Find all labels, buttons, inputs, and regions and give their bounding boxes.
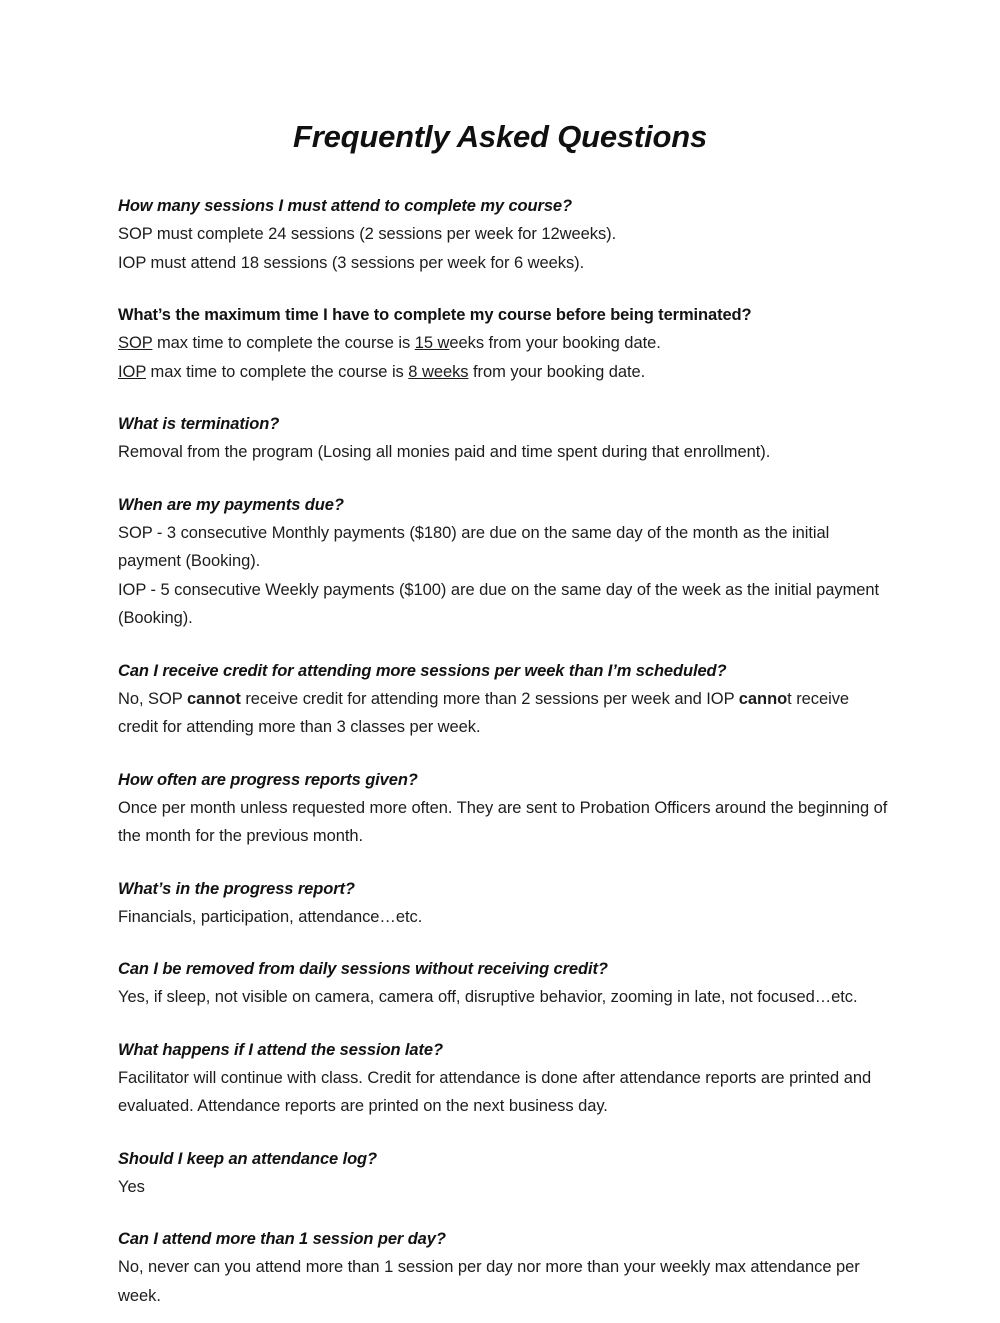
faq-answer-line: No, never can you attend more than 1 session per day nor more than your weekly max attendance per week.	[118, 1258, 860, 1305]
faq-answer-line: IOP max time to complete the course is 8 weeks from your booking date.	[118, 362, 646, 381]
faq-item-progress-report-frequency	[118, 766, 890, 851]
faq-item-removed-without-credit	[118, 955, 890, 1012]
faq-question: Can I be removed from daily sessions without receiving credit?	[118, 960, 608, 978]
faq-question: What’s the maximum time I have to complete my course before being terminated?	[118, 306, 752, 324]
faq-question: Can I attend more than 1 session per day?	[118, 1230, 446, 1248]
faq-answer-line: Yes, if sleep, not visible on camera, camera off, disruptive behavior, zooming in late, not focused…etc.	[118, 988, 858, 1006]
faq-question: When are my payments due?	[118, 495, 344, 514]
page-title: Frequently Asked Questions	[293, 119, 707, 154]
faq-question: Can I receive credit for attending more sessions per week than I’m scheduled?	[118, 661, 727, 680]
faq-item-sessions-required	[118, 192, 890, 277]
faq-question: Should I keep an attendance log?	[118, 1149, 378, 1168]
faq-answer-line: IOP must attend 18 sessions (3 sessions per week for 6 weeks).	[118, 253, 585, 272]
faq-item-extra-sessions-credit	[118, 657, 890, 742]
faq-question: What happens if I attend the session late?	[118, 1040, 443, 1059]
faq-answer-line: Facilitator will continue with class. Credit for attendance is done after attendance reports are printed and evaluated. Attendance reports are printed on the next business day.	[118, 1068, 872, 1115]
faq-question: What’s in the progress report?	[118, 879, 355, 898]
faq-answer-line: IOP - 5 consecutive Weekly payments ($100) are due on the same day of the week as the initial payment (Booking).	[118, 580, 880, 627]
faq-question: How often are progress reports given?	[118, 770, 418, 789]
faq-item-attend-session-late	[118, 1036, 890, 1121]
faq-question: What is termination?	[118, 415, 280, 433]
faq-item-what-is-termination	[118, 410, 890, 467]
faq-question: How many sessions I must attend to complete my course?	[118, 197, 572, 215]
faq-item-maximum-time	[118, 301, 890, 386]
faq-item-payments-due	[118, 491, 890, 633]
faq-list	[118, 192, 890, 1310]
faq-answer-line: Financials, participation, attendance…etc.	[118, 907, 423, 926]
faq-answer-line: SOP - 3 consecutive Monthly payments ($180) are due on the same day of the month as the initial payment (Booking).	[118, 523, 830, 570]
faq-item-progress-report-contents	[118, 875, 890, 932]
faq-item-attendance-log	[118, 1145, 890, 1202]
faq-answer-line: SOP must complete 24 sessions (2 sessions per week for 12weeks).	[118, 225, 617, 243]
faq-answer-line: SOP max time to complete the course is 15 weeks from your booking date.	[118, 334, 661, 352]
faq-answer-line: Yes	[118, 1177, 145, 1196]
faq-item-more-than-one-session-per-day	[118, 1225, 890, 1310]
faq-answer-line: Once per month unless requested more often. They are sent to Probation Officers around the beginning of the month for the previous month.	[118, 798, 888, 845]
faq-answer-line: No, SOP cannot receive credit for attending more than 2 sessions per week and IOP cannot receive credit for attending more than 3 classes per week.	[118, 689, 850, 736]
faq-answer-line: Removal from the program (Losing all monies paid and time spent during that enrollment).	[118, 443, 771, 461]
